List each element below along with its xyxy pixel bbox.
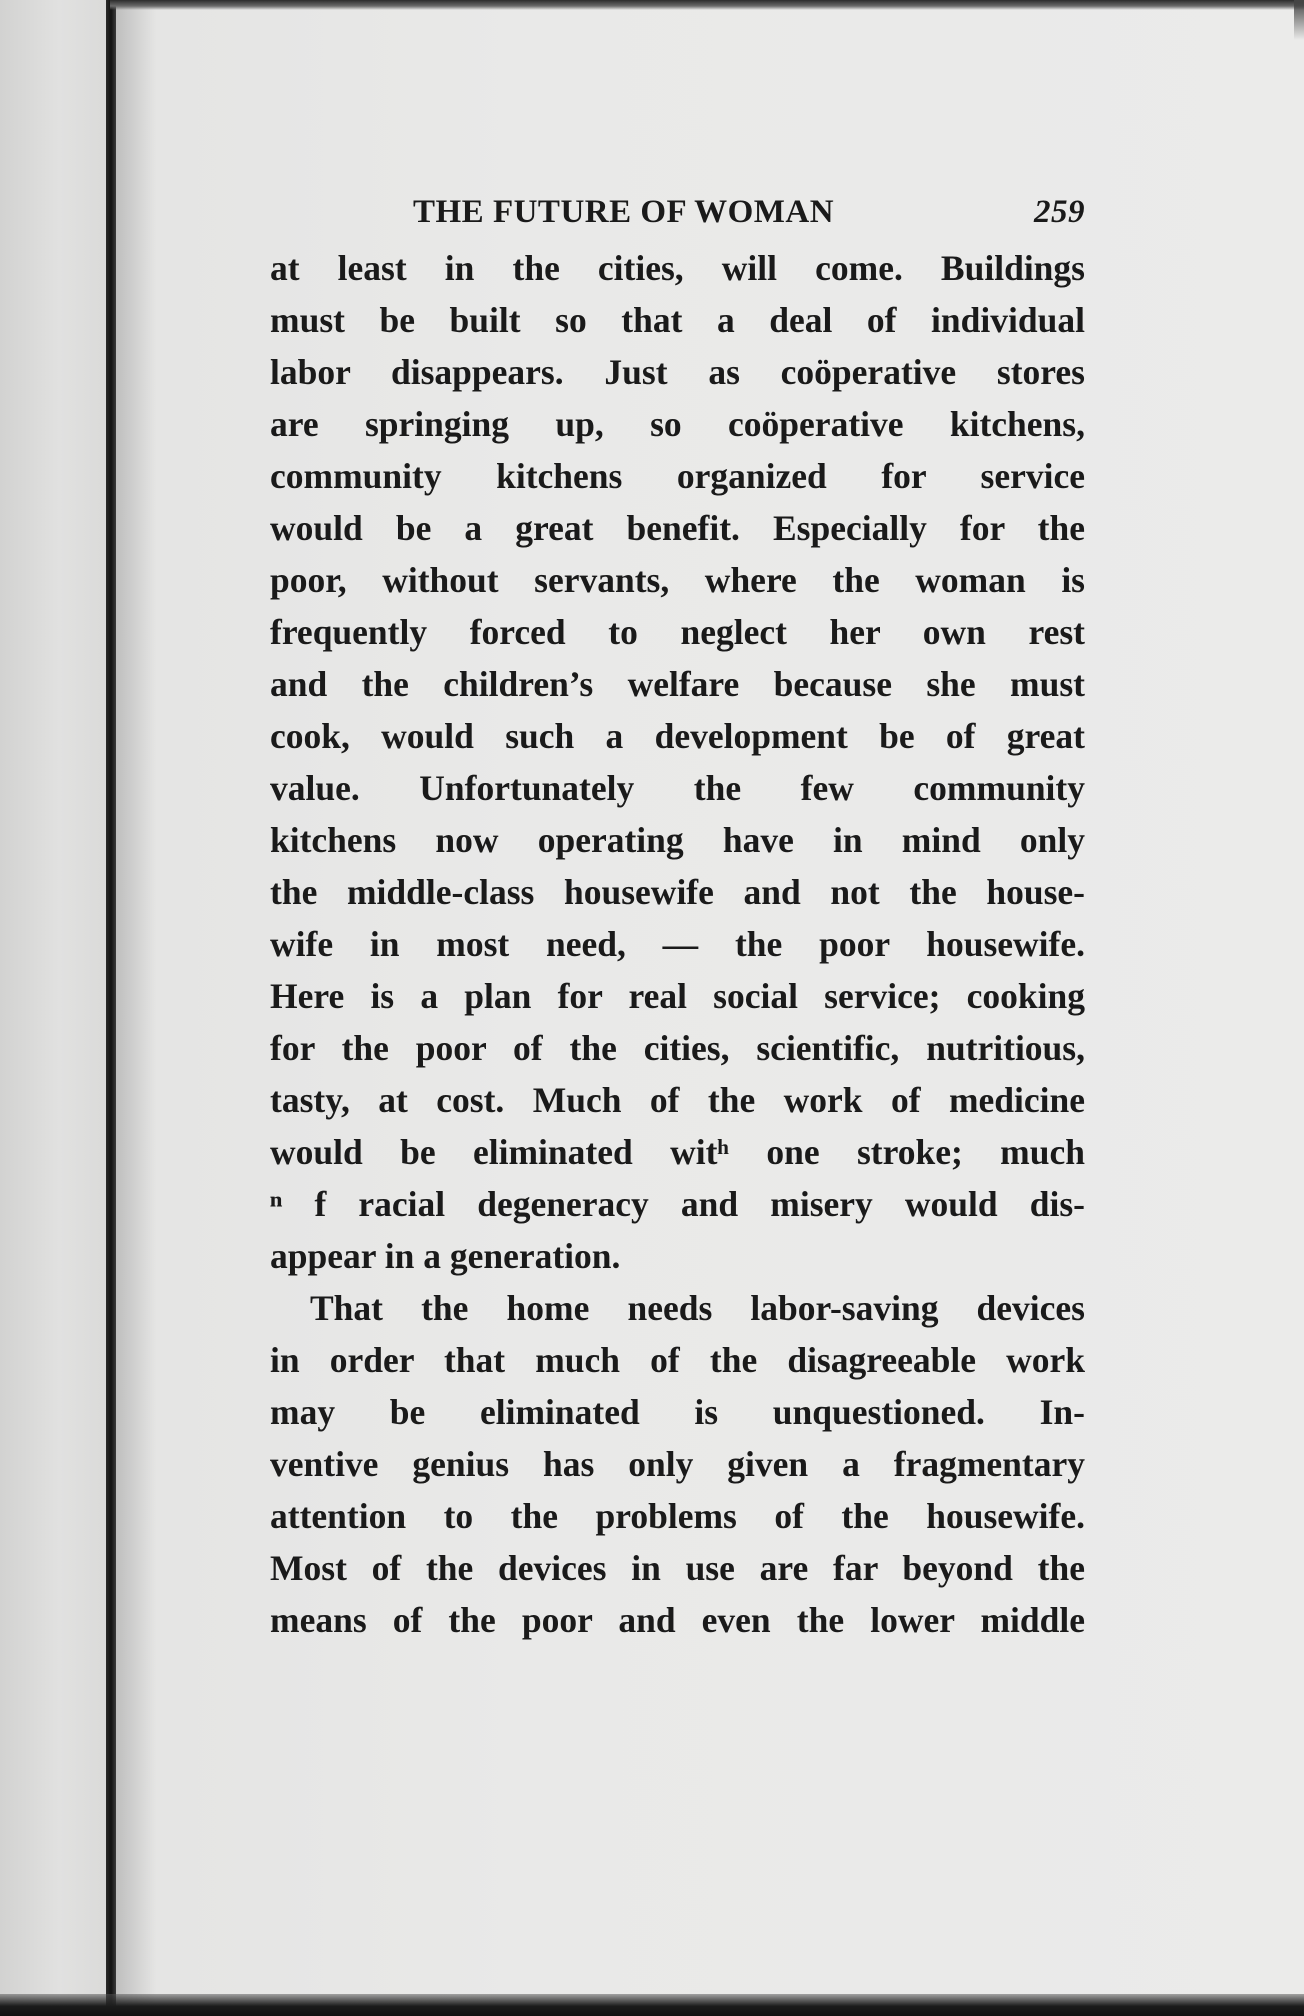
text-line: in order that much of the disagreeable work xyxy=(270,1340,1085,1380)
text-line: at least in the cities, will come. Buildings xyxy=(270,248,1085,288)
text-line: poor, without servants, where the woman is xyxy=(270,560,1085,600)
text-line: ventive genius has only given a fragmentary xyxy=(270,1444,1085,1484)
text-line: would be eliminated witʰ one stroke; much xyxy=(270,1132,1085,1172)
text-line: for the poor of the cities, scientific, nutritious, xyxy=(270,1028,1085,1068)
book-spine-shadow xyxy=(106,0,116,2016)
running-header-title: THE FUTURE OF WOMAN xyxy=(413,194,835,230)
text-line: the middle-class housewife and not the house- xyxy=(270,872,1085,912)
text-line: tasty, at cost. Much of the work of medicine xyxy=(270,1080,1085,1120)
top-page-edge xyxy=(110,0,1304,10)
text-line: Here is a plan for real social service; cooking xyxy=(270,976,1085,1016)
text-line: frequently forced to neglect her own rest xyxy=(270,612,1085,652)
facing-page-margin xyxy=(0,0,108,2016)
text-line: kitchens now operating have in mind only xyxy=(270,820,1085,860)
text-line: must be built so that a deal of individual xyxy=(270,300,1085,340)
paragraph-2 xyxy=(270,1282,1085,1646)
text-line: means of the poor and even the lower middle xyxy=(270,1600,1085,1640)
right-page-edge xyxy=(1294,0,1304,40)
text-line: community kitchens organized for service xyxy=(270,456,1085,496)
text-line: appear in a generation. xyxy=(270,1236,621,1276)
text-line: may be eliminated is unquestioned. In- xyxy=(270,1392,1085,1432)
text-line: would be a great benefit. Especially for the xyxy=(270,508,1085,548)
bottom-page-edge xyxy=(0,1994,1304,2016)
text-line: attention to the problems of the housewife. xyxy=(270,1496,1085,1536)
text-line: That the home needs labor-saving devices xyxy=(310,1288,1085,1328)
text-line: Most of the devices in use are far beyond the xyxy=(270,1548,1085,1588)
gutter-shading xyxy=(116,0,156,2016)
text-line: labor disappears. Just as coöperative stores xyxy=(270,352,1085,392)
page-text-block xyxy=(270,190,1085,1646)
text-line: are springing up, so coöperative kitchens, xyxy=(270,404,1085,444)
text-line: and the children’s welfare because she must xyxy=(270,664,1085,704)
text-line: wife in most need, — the poor housewife. xyxy=(270,924,1085,964)
page-number: 259 xyxy=(1034,194,1085,230)
paragraph-1 xyxy=(270,242,1085,1282)
running-header xyxy=(270,190,1085,242)
text-line: value. Unfortunately the few community xyxy=(270,768,1085,808)
text-line: ⁿ f racial degeneracy and misery would dis- xyxy=(270,1184,1085,1224)
text-line: cook, would such a development be of great xyxy=(270,716,1085,756)
